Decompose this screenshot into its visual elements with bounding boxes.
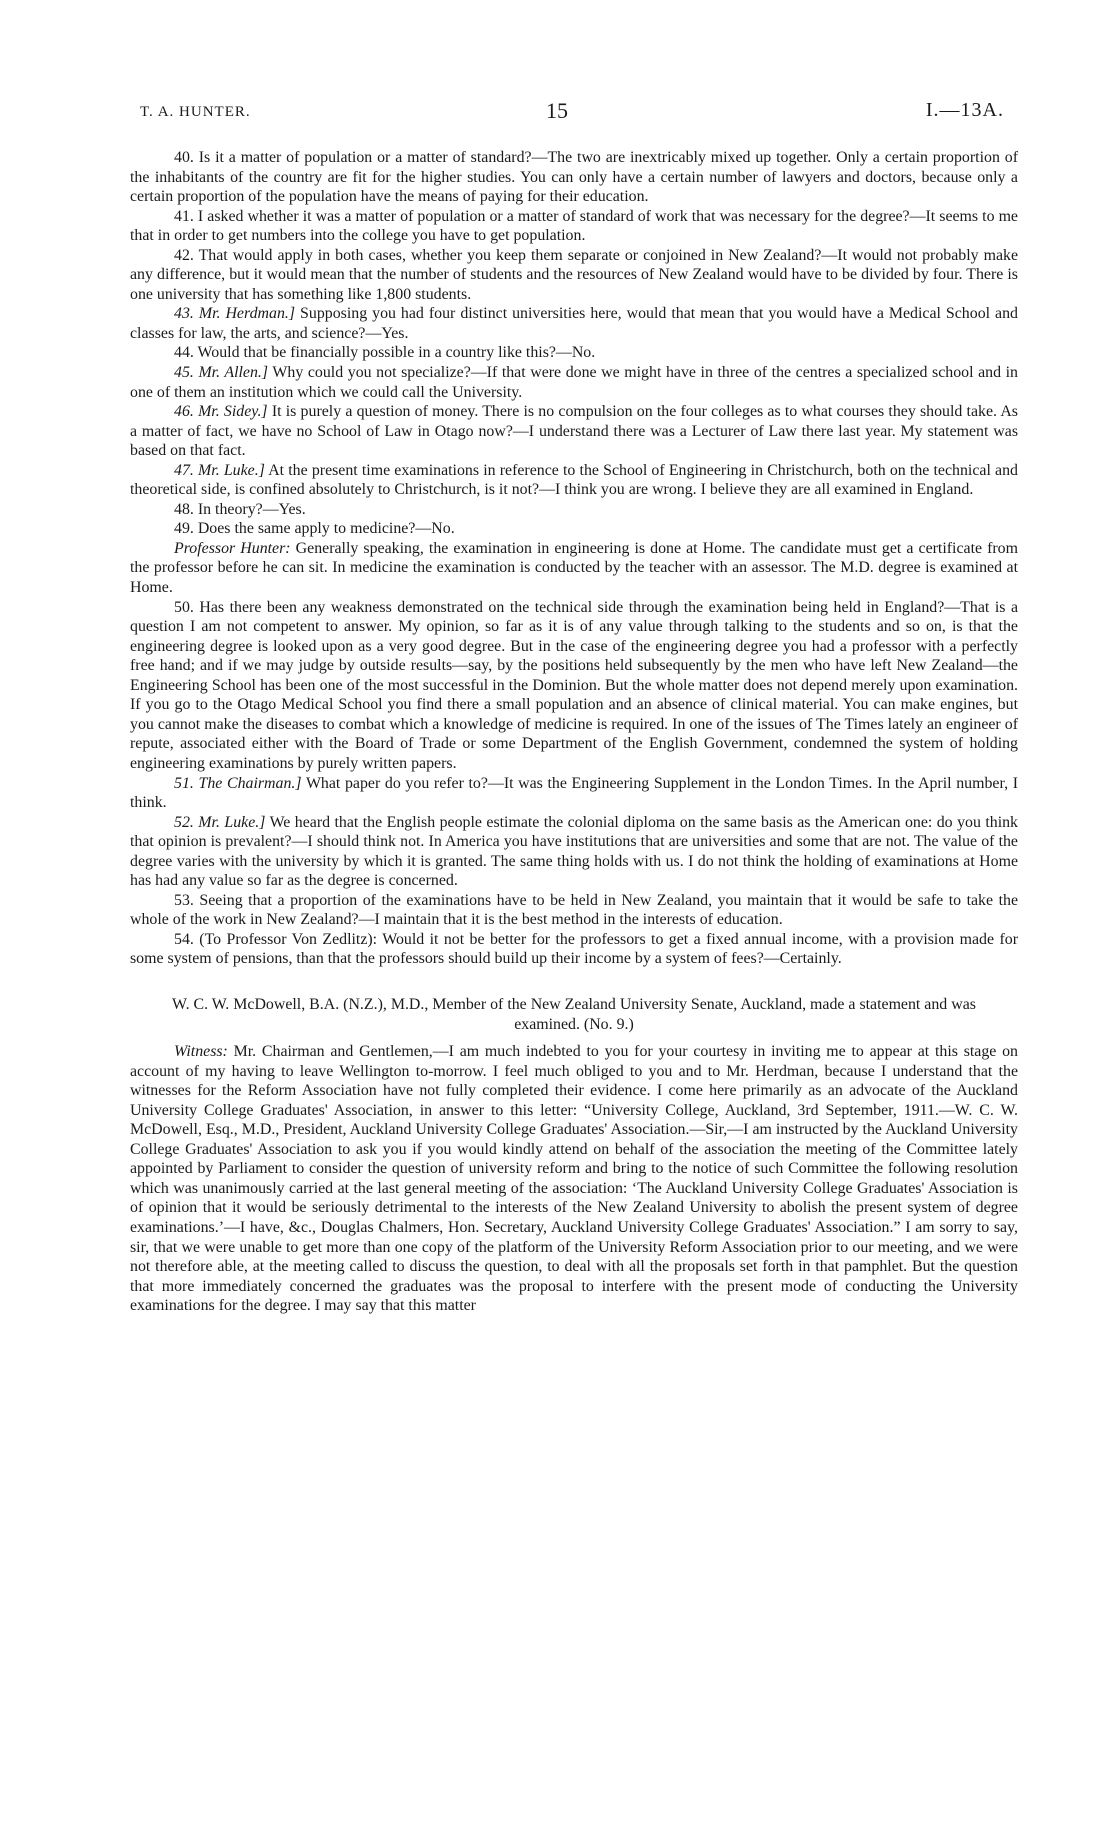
speaker-label: 45. Mr. Allen.] (174, 364, 269, 382)
paragraph-q52: 52. Mr. Luke.] We heard that the English people estimate the colonial diploma on the same basis as the American one: do you think that opinion is prevalent?—I should think not. In America you have institutions that are universities and some that are not. The value of the degree varies with the university by which it is granted. The same thing holds with us. I do not think the holding of examinations at Home has had any value so far as the degree is concerned. (130, 813, 1018, 890)
witness-heading: W. C. W. McDowell, B.A. (N.Z.), M.D., Member of the New Zealand University Senate, Auckland, made a statement and was examined. (No. 9.) (172, 995, 976, 1033)
witness-statement: Witness: Mr. Chairman and Gentlemen,—I am much indebted to you for your courtesy in inviting me to appear at this stage on account of my having to leave Wellington to-morrow. I feel much obliged to you and to Mr. Herdman, because I understand that the witnesses for the Reform Association have not fully completed their evidence. I come here primarily as an advocate of the Auckland University College Graduates' Association, in answer to this letter: “University College, Auckland, 3rd September, 1911.—W. C. W. McDowell, Esq., M.D., President, Auckland University College Graduates' Association.—Sir,—I am instructed by the Auckland University College Graduates' Association to ask you if you would kindly attend on behalf of the association the meeting of the Committee lately appointed by Parliament to consider the question of university reform and bring to the notice of such Committee the following resolution which was unanimously carried at the last general meeting of the association: ‘The Auckland University College Graduates' Association is of opinion that it would be seriously detrimental to the interests of the New Zealand University to abolish the present system of degree examinations.’—I have, &c., Douglas Chalmers, Hon. Secretary, Auckland University College Graduates' Association.” I am sorry to say, sir, that we were unable to get more than one copy of the platform of the University Reform Association prior to our meeting, and we were not therefore able, at the meeting called to discuss the question, to deal with all the proposals set forth in that pamphlet. But the question that more immediately concerned the graduates was the proposal to interfere with the present mode of conducting the University examinations for the degree. I may say that this matter (130, 1043, 1018, 1315)
paragraph-q51: 51. The Chairman.] What paper do you refer to?—It was the Engineering Supplement in the London Times. In the April number, I think. (130, 774, 1018, 812)
paragraph-q40: 40. Is it a matter of population or a matter of standard?—The two are inextricably mixed up together. Only a certain proportion of the inhabitants of the country are fit for the higher studies. You can only have a certain number of lawyers and doctors, because only a certain proportion of the population have the means of paying for their education. (130, 149, 1018, 206)
paragraph-q45: 45. Mr. Allen.] Why could you not specialize?—If that were done we might have in three of the centres a specialized school and in one of them an institution which we could call the University. (130, 364, 1019, 401)
page-number: 15 (546, 98, 568, 123)
paragraph-q50: 50. Has there been any weakness demonstrated on the technical side through the examination being held in England?—That is a question I am not competent to answer. My opinion, so far as it is of any value through talking to the students and so on, is that the engineering degree is looked upon as a very good degree. But in the case of the engineering degree you had a professor with a perfectly free hand; and if we may judge by outside results—say, by the positions held subsequently by the men who have left New Zealand—the Engineering School has been one of the most successful in the Dominion. But the whole matter does not depend merely upon examination. If you go to the Otago Medical School you find there a small population and an absence of clinical material. You can make engines, but you cannot make the diseases to combat which a knowledge of medicine is required. In one of the issues of The Times lately an engineer of repute, associated either with the Board of Trade or some Department of the English Government, condemned the system of holding engineering examinations by purely written papers. (130, 598, 1018, 772)
paragraph-professor-hunter: Professor Hunter: Generally speaking, the examination in engineering is done at Home. The candidate must get a certificate from the professor before he can sit. In medicine the examination is conducted by the teacher with an assessor. The M.D. degree is examined at Home. (130, 539, 1018, 597)
paragraph-q48: 48. In theory?—Yes. (174, 500, 306, 518)
speaker-label: 43. Mr. Herdman.] (174, 305, 296, 323)
paragraph-q49: 49. Does the same apply to medicine?—No. (174, 520, 455, 538)
paragraph-q47: 47. Mr. Luke.] At the present time examinations in reference to the School of Engineering in Christchurch, both on the technical and theoretical side, is confined absolutely to Christchurch, is it not?—I think you are wrong. I believe they are all examined in England. (130, 461, 1018, 499)
paragraph-q44: 44. Would that be financially possible in a country like this?—No. (174, 344, 596, 362)
speaker-label: Professor Hunter: (174, 539, 291, 557)
paragraph-q46: 46. Mr. Sidey.] It is purely a question of money. There is no compulsion on the four colleges as to what courses they should take. As a matter of fact, we have no School of Law in Otago now?—I understand there was a Lecturer of Law there last year. My statement was based on that fact. (130, 403, 1018, 460)
page-body (130, 148, 1018, 1316)
speaker-label: 52. Mr. Luke.] (174, 813, 266, 831)
running-head-right: I.—13A. (925, 99, 1004, 121)
speaker-label: 51. The Chairman.] (174, 774, 302, 792)
paragraph-q43: 43. Mr. Herdman.] Supposing you had four distinct universities here, would that mean that you would have a Medical School and classes for law, the arts, and science?—Yes. (130, 305, 1018, 342)
paragraph-q54: 54. (To Professor Von Zedlitz): Would it not be better for the professors to get a fixed annual income, with a provision made for some system of pensions, than that the professors should build up their income by a system of fees?—Certainly. (130, 930, 1018, 968)
speaker-label: 46. Mr. Sidey.] (174, 403, 268, 421)
paragraph-q41: 41. I asked whether it was a matter of population or a matter of standard of work that was necessary for the degree?—It seems to me that in order to get numbers into the college you have to get population. (130, 207, 1018, 245)
speaker-label: Witness: (174, 1043, 228, 1061)
speaker-label: 47. Mr. Luke.] (174, 461, 265, 479)
paragraph-q53: 53. Seeing that a proportion of the examinations have to be held in New Zealand, you maintain that it would be safe to take the whole of the work in New Zealand?—I maintain that it is the best method in the interests of education. (130, 891, 1018, 929)
running-head-left: T. A. HUNTER. (140, 104, 251, 120)
paragraph-q42: 42. That would apply in both cases, whether you keep them separate or conjoined in New Zealand?—It would not probably make any difference, but it would mean that the number of students and the resources of New Zealand would have to be divided by four. There is one university that has something like 1,800 students. (130, 246, 1018, 303)
